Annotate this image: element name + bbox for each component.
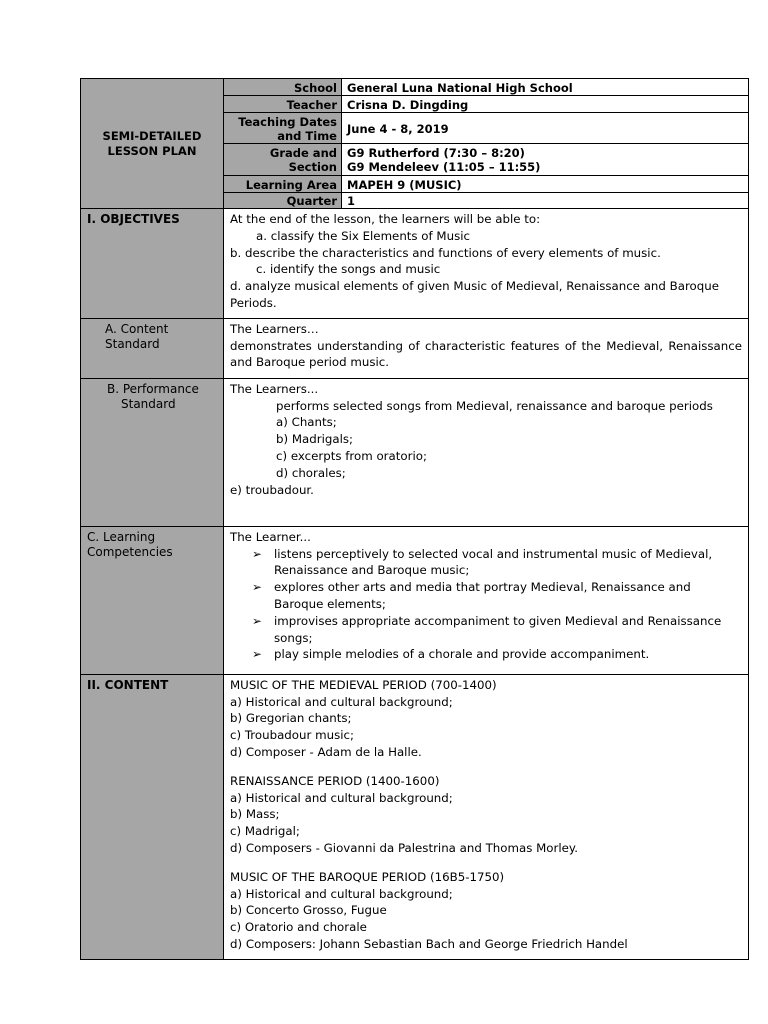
teaching-dates-label: Teaching Dates and Time xyxy=(224,113,342,144)
list-item: d) Composer - Adam de la Halle. xyxy=(230,744,422,759)
list-item: e) troubadour. xyxy=(230,482,314,497)
learning-competencies-label: C. Learning Competencies xyxy=(81,526,224,674)
arrow-bullet-icon: ➢ xyxy=(252,613,262,628)
content-standard-body: The Learners… demonstrates understanding of characteristic features of the Medieval, Renaissance and Baroque period music. xyxy=(224,318,749,378)
list-item: b) Madrigals; xyxy=(276,432,353,447)
objectives-intro: At the end of the lesson, the learners will be able to: xyxy=(230,212,541,226)
list-item: c) Troubadour music; xyxy=(230,728,354,743)
learning-area-label: Learning Area xyxy=(224,176,342,193)
content-standard-label: A. Content Standard xyxy=(81,318,224,378)
teacher-label: Teacher xyxy=(224,96,342,113)
content-body xyxy=(224,674,749,959)
arrow-bullet-icon: ➢ xyxy=(252,546,262,561)
list-item: a) Chants; xyxy=(276,415,337,430)
list-item: c) Oratorio and chorale xyxy=(230,920,367,935)
list-item: a) Historical and cultural background; xyxy=(230,790,453,805)
content-label: II. CONTENT xyxy=(81,674,224,959)
list-item: d) Composers - Giovanni da Palestrina and Thomas Morley. xyxy=(230,840,578,855)
lesson-plan-page xyxy=(80,78,748,960)
performance-standard-label: B. Performance Standard xyxy=(81,378,224,526)
list-item: b) Concerto Grosso, Fugue xyxy=(230,903,387,918)
learning-competencies-body: The Learner... ➢ listens perceptively to selected vocal and instrumental music of Medieval, Renaissance and Baroque music; ➢ explores other arts and media that portray Medieval, Renaissance and Baroque elements; ➢ improvises appropriate accompaniment to given Medieval and Renaissance songs; ➢ play simple melodies of a chorale and provide accompaniment. xyxy=(224,526,749,674)
period-heading: MUSIC OF THE BAROQUE PERIOD (16B5-1750) xyxy=(230,869,505,884)
period-heading: RENAISSANCE PERIOD (1400-1600) xyxy=(230,773,440,788)
school-label: School xyxy=(224,79,342,96)
teaching-dates-value: June 4 - 8, 2019 xyxy=(342,113,749,144)
arrow-bullet-icon: ➢ xyxy=(252,647,262,662)
grade-section-label: Grade and Section xyxy=(224,144,342,176)
school-value: General Luna National High School xyxy=(342,79,749,96)
list-item: b) Gregorian chants; xyxy=(230,711,352,726)
list-item: ➢ improvises appropriate accompaniment to given Medieval and Renaissance songs; xyxy=(230,613,742,647)
objective-item: a. classify the Six Elements of Music xyxy=(256,228,470,243)
objectives-label: I. OBJECTIVES xyxy=(81,209,224,319)
objectives-body xyxy=(224,209,749,319)
lesson-plan-title: SEMI-DETAILED LESSON PLAN xyxy=(81,79,224,209)
list-item: a) Historical and cultural background; xyxy=(230,886,453,901)
learning-area-value: MAPEH 9 (MUSIC) xyxy=(342,176,749,193)
list-item: b) Mass; xyxy=(230,807,280,822)
list-item: ➢ play simple melodies of a chorale and provide accompaniment. xyxy=(230,646,742,663)
list-item: d) Composers: Johann Sebastian Bach and George Friedrich Handel xyxy=(230,936,628,951)
list-item: d) chorales; xyxy=(276,465,346,480)
lesson-plan-table xyxy=(80,78,749,960)
list-item: c) Madrigal; xyxy=(230,824,300,839)
arrow-bullet-icon: ➢ xyxy=(252,580,262,595)
grade-section-value: G9 Rutherford (7:30 – 8:20) G9 Mendeleev (11:05 – 11:55) xyxy=(342,144,749,176)
list-item: ➢ explores other arts and media that portray Medieval, Renaissance and Baroque elements; xyxy=(230,579,742,613)
teacher-value: Crisna D. Dingding xyxy=(342,96,749,113)
performance-standard-body: The Learners... performs selected songs from Medieval, renaissance and baroque periods a) Chants; b) Madrigals; c) excerpts from oratorio; d) chorales; e) troubadour. xyxy=(224,378,749,526)
list-item: c) excerpts from oratorio; xyxy=(276,448,427,463)
objective-item: b. describe the characteristics and functions of every elements of music. xyxy=(230,245,661,260)
list-item: a) Historical and cultural background; xyxy=(230,694,453,709)
quarter-value: 1 xyxy=(342,193,749,209)
period-heading: MUSIC OF THE MEDIEVAL PERIOD (700-1400) xyxy=(230,677,497,692)
quarter-label: Quarter xyxy=(224,193,342,209)
list-item: ➢ listens perceptively to selected vocal and instrumental music of Medieval, Renaissance and Baroque music; xyxy=(230,546,742,580)
objective-item: d. analyze musical elements of given Music of Medieval, Renaissance and Baroque Periods. xyxy=(230,279,719,310)
objective-item: c. identify the songs and music xyxy=(256,262,441,277)
